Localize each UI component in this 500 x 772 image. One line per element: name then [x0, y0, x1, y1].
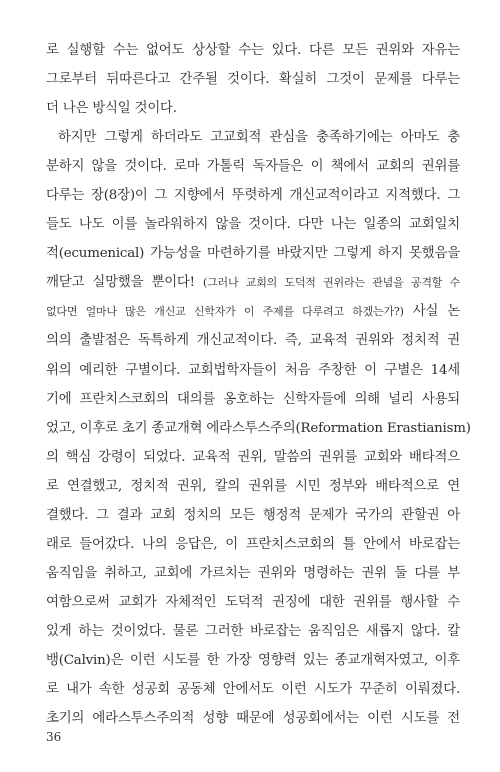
text-line: 적(ecumenical) 가능성을 마련하기를 바랐지만 그렇게 하지 못했음을 [46, 246, 460, 262]
text-line: 여함으로써 교회가 자체적인 도덕적 권징에 대한 권위를 행사할 수 [46, 594, 460, 610]
text-line: 래로 들어갔다. 나의 응답은, 이 프란치스코회의 틀 안에서 바로잡는 [46, 536, 460, 552]
text-line: 뱅(Calvin)은 이런 시도를 한 가장 영향력 있는 종교개혁자였고, 이후 [46, 652, 460, 668]
parenthetical-note: (그러나 교회의 도덕적 권위라는 관념을 공격할 수 [203, 276, 460, 290]
text-line: 기에 프란치스코회의 대의를 옹호하는 신학자들에 의해 널리 사용되 [46, 391, 460, 407]
text-line: 로 실행할 수는 없어도 상상할 수는 있다. 다른 모든 권위와 자유는 [46, 43, 460, 58]
text-line: 의 핵심 강령이 되었다. 교육적 권위, 말씀의 권위를 교회와 배타적으 [46, 449, 460, 465]
text-segment: 사실 논 [412, 304, 460, 320]
page-number: 36 [46, 730, 62, 744]
text-line-mixed [46, 268, 460, 297]
text-segment: 깨닫고 실망했을 뿐이다! [46, 275, 195, 291]
text-line: 로 연결했고, 정치적 권위, 칼의 권위를 시민 정부와 배타적으로 연 [46, 478, 460, 494]
text-line: 결했다. 그 결과 교회 정치의 모든 행정적 문제가 국가의 관할권 아 [46, 507, 460, 523]
text-line-mixed [46, 297, 460, 326]
text-line: 움직임을 취하고, 교회에 가르치는 권위와 명령하는 권위 둘 다를 부 [46, 565, 460, 581]
page-body [46, 36, 471, 733]
paragraph-2 [46, 123, 471, 733]
text-line: 그로부터 뒤따른다고 간주될 것이다. 확실히 그것이 문제를 다루는 [46, 72, 460, 88]
text-line: 분하지 않을 것이다. 로마 가톨릭 독자들은 이 책에서 교회의 권위를 [46, 159, 460, 175]
parenthetical-note: 없다면 얼마나 많은 개신교 신학자가 이 주제를 다루려고 하겠는가?) [46, 305, 404, 319]
text-line: 위의 예리한 구별이다. 교회법학자들이 처음 주창한 이 구별은 14세 [46, 362, 460, 378]
text-line: 다루는 장(8장)이 그 지향에서 뚜렷하게 개신교적이라고 지적했다. 그 [46, 188, 460, 204]
text-line: 초기의 에라스투스주의적 성향 때문에 성공회에서는 이런 시도를 전 [46, 711, 460, 727]
text-line: 하지만 그렇게 하더라도 고교회적 관심을 충족하기에는 아마도 충 [58, 130, 460, 146]
text-line: 들도 나도 이를 놀라워하지 않을 것이다. 다만 나는 일종의 교회일치 [46, 217, 460, 233]
paragraph-1 [46, 36, 460, 123]
text-line: 었고, 이후로 초기 종교개혁 에라스투스주의(Reformation Erastianism) [46, 420, 471, 436]
text-line: 있게 하는 것이었다. 물론 그러한 바로잡는 움직임은 새롭지 않다. 칼 [46, 623, 460, 639]
text-line: 더 나은 방식일 것이다. [46, 101, 177, 117]
text-line: 로 내가 속한 성공회 공동체 안에서도 이런 시도가 꾸준히 이뤄졌다. [46, 682, 460, 698]
text-line: 의의 출발점은 독특하게 개신교적이다. 즉, 교육적 권위와 정치적 권 [46, 333, 460, 349]
